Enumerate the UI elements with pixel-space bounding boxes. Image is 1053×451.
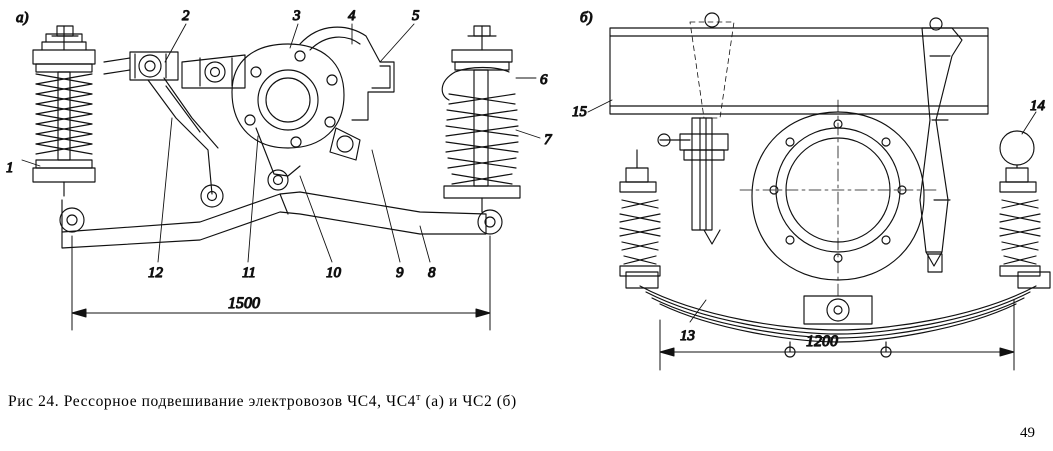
callout-12: 12 [148, 265, 163, 281]
callout-1: 1 [6, 160, 14, 176]
panel-b-drawing [610, 13, 1050, 370]
callout-5: 5 [412, 8, 420, 24]
panel-b-left-spring [620, 150, 660, 276]
leader-lines [22, 24, 1036, 322]
callout-7: 7 [544, 132, 552, 148]
caption-text: Рессорное подвешивание электровозов ЧС4, ЧС4 [63, 393, 417, 411]
equalizer-beam [60, 192, 502, 248]
right-coil-spring [442, 26, 520, 212]
callout-11: 11 [242, 265, 256, 281]
callout-13: 13 [680, 328, 695, 344]
caption-prefix: Рис 24. [8, 393, 60, 411]
callout-14: 14 [1030, 98, 1045, 114]
panel-b-damper [920, 18, 962, 272]
panel-b-right-spring [1000, 131, 1040, 276]
callout-15: 15 [572, 104, 587, 120]
page-number: 49 [1020, 425, 1035, 441]
caption-superscript: т [416, 392, 421, 403]
figure-labels [6, 8, 1046, 350]
dimension-value-1200: 1200 [806, 333, 838, 350]
upper-link [104, 52, 178, 80]
callout-10: 10 [326, 265, 341, 281]
callout-9: 9 [396, 265, 404, 281]
panel-b-linkage [658, 13, 734, 244]
callout-2: 2 [182, 8, 190, 24]
left-coil-spring [33, 26, 95, 196]
center-axle-housing [740, 100, 936, 300]
panel-label-b: б) [580, 10, 593, 26]
figure-caption [8, 392, 908, 411]
callout-4: 4 [348, 8, 356, 24]
panel-a-drawing [33, 26, 520, 330]
dimension-1500 [72, 236, 490, 330]
callout-3: 3 [293, 8, 301, 24]
dimension-value-1500: 1500 [228, 295, 260, 312]
frame-box [610, 28, 988, 114]
callout-8: 8 [428, 265, 436, 281]
panel-label-a: а) [16, 10, 29, 26]
callout-6: 6 [540, 72, 548, 88]
caption-tail: (а) и ЧС2 (б) [425, 393, 517, 411]
